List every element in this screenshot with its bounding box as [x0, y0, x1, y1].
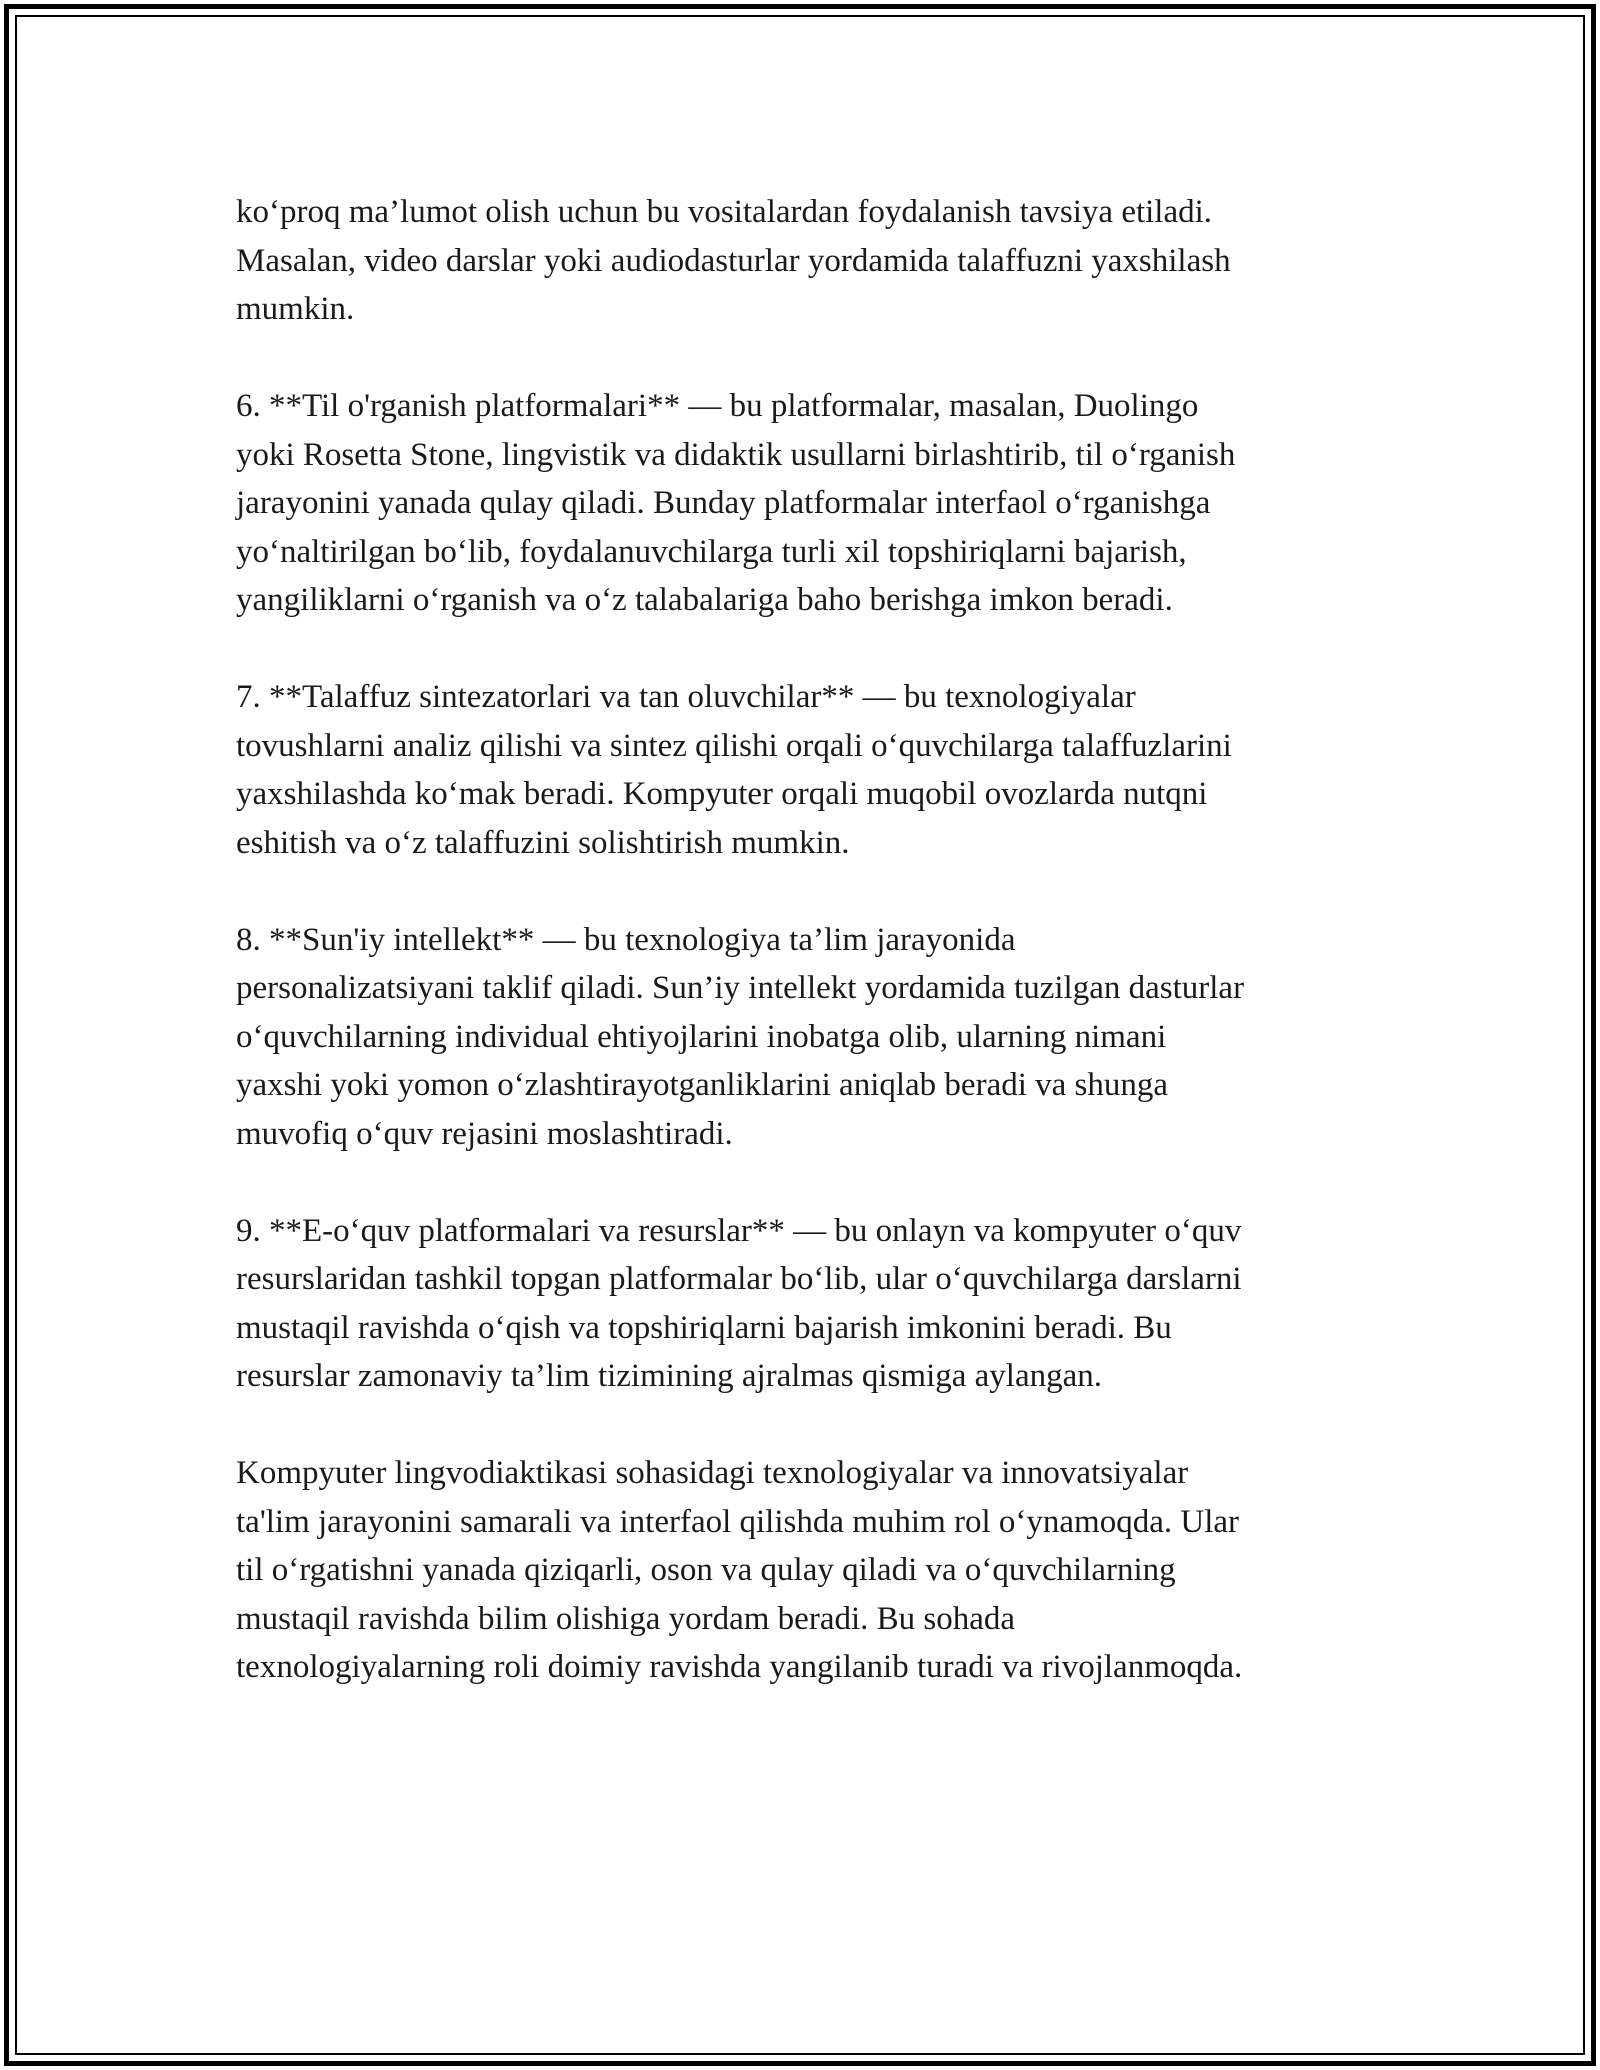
text-line: resurslar zamonaviy ta’lim tizimining ajralmas qismiga aylangan. — [236, 1358, 1102, 1394]
text-line: 7. **Talaffuz sintezatorlari va tan oluvchilar** — bu texnologiyalar — [236, 679, 1136, 715]
text-line: 9. **E-o‘quv platformalari va resurslar** — bu onlayn va kompyuter o‘quv — [236, 1212, 1242, 1249]
paragraph-item-9 — [236, 1207, 1364, 1401]
text-line: muvofiq o‘quv rejasini moslashtiradi. — [236, 1115, 733, 1152]
paragraph-intro-continuation — [236, 188, 1364, 334]
text-line: 6. **Til o'rganish platformalari** — bu platformalar, masalan, Duolingo — [236, 388, 1199, 424]
text-line: mustaqil ravishda o‘qish va topshiriqlarni bajarish imkonini beradi. Bu — [236, 1309, 1172, 1346]
text-line: mustaqil ravishda bilim olishiga yordam beradi. Bu sohada — [236, 1600, 1016, 1637]
text-line: yangiliklarni o‘rganish va o‘z talabalariga baho berishga imkon beradi. — [236, 582, 1173, 618]
paragraph-item-6 — [236, 382, 1364, 625]
text-line: yoki Rosetta Stone, lingvistik va didaktik usullarni birlashtirib, til o‘rganish — [236, 436, 1236, 473]
text-line: ta'lim jarayonini samarali va interfaol qilishda muhim rol o‘ynamoqda. Ular — [236, 1503, 1240, 1540]
text-line: eshitish va o‘z talaffuzini solishtirish mumkin. — [236, 824, 850, 861]
paragraph-conclusion — [236, 1449, 1364, 1692]
text-line: resurslaridan tashkil topgan platformalar bo‘lib, ular o‘quvchilarga darslarni — [236, 1261, 1242, 1297]
text-line: yo‘naltirilgan bo‘lib, foydalanuvchilarga turli xil topshiriqlarni bajarish, — [236, 533, 1187, 570]
text-line: ko‘proq ma’lumot olish uchun bu vositalardan foydalanish tavsiya etiladi. — [236, 194, 1213, 230]
text-line: yaxshilashda ko‘mak beradi. Kompyuter orqali muqobil ovozlarda nutqni — [236, 776, 1208, 812]
text-line: texnologiyalarning roli doimiy ravishda yangilanib turadi va rivojlanmoqda. — [236, 1649, 1243, 1685]
text-line: mumkin. — [236, 291, 355, 327]
paragraph-item-8 — [236, 916, 1364, 1159]
document-body — [236, 188, 1364, 1740]
text-line: til o‘rgatishni yanada qiziqarli, oson va qulay qiladi va o‘quvchilarning — [236, 1552, 1176, 1588]
text-line: o‘quvchilarning individual ehtiyojlarini inobatga olib, ularning nimani — [236, 1018, 1167, 1055]
text-line: personalizatsiyani taklif qiladi. Sun’iy intellekt yordamida tuzilgan dasturlar — [236, 970, 1245, 1006]
text-line: 8. **Sun'iy intellekt** — bu texnologiya ta’lim jarayonida — [236, 921, 1016, 958]
text-line: Masalan, video darslar yoki audiodasturlar yordamida talaffuzni yaxshilash — [236, 242, 1231, 279]
text-line: tovushlarni analiz qilishi va sintez qilishi orqali o‘quvchilarga talaffuzlarini — [236, 727, 1232, 764]
text-line: jarayonini yanada qulay qiladi. Bunday platformalar interfaol o‘rganishga — [236, 485, 1211, 521]
paragraph-item-7 — [236, 673, 1364, 867]
text-line: yaxshi yoki yomon o‘zlashtirayotganliklarini aniqlab beradi va shunga — [236, 1067, 1169, 1103]
text-line: Kompyuter lingvodiaktikasi sohasidagi texnologiyalar va innovatsiyalar — [236, 1455, 1189, 1491]
